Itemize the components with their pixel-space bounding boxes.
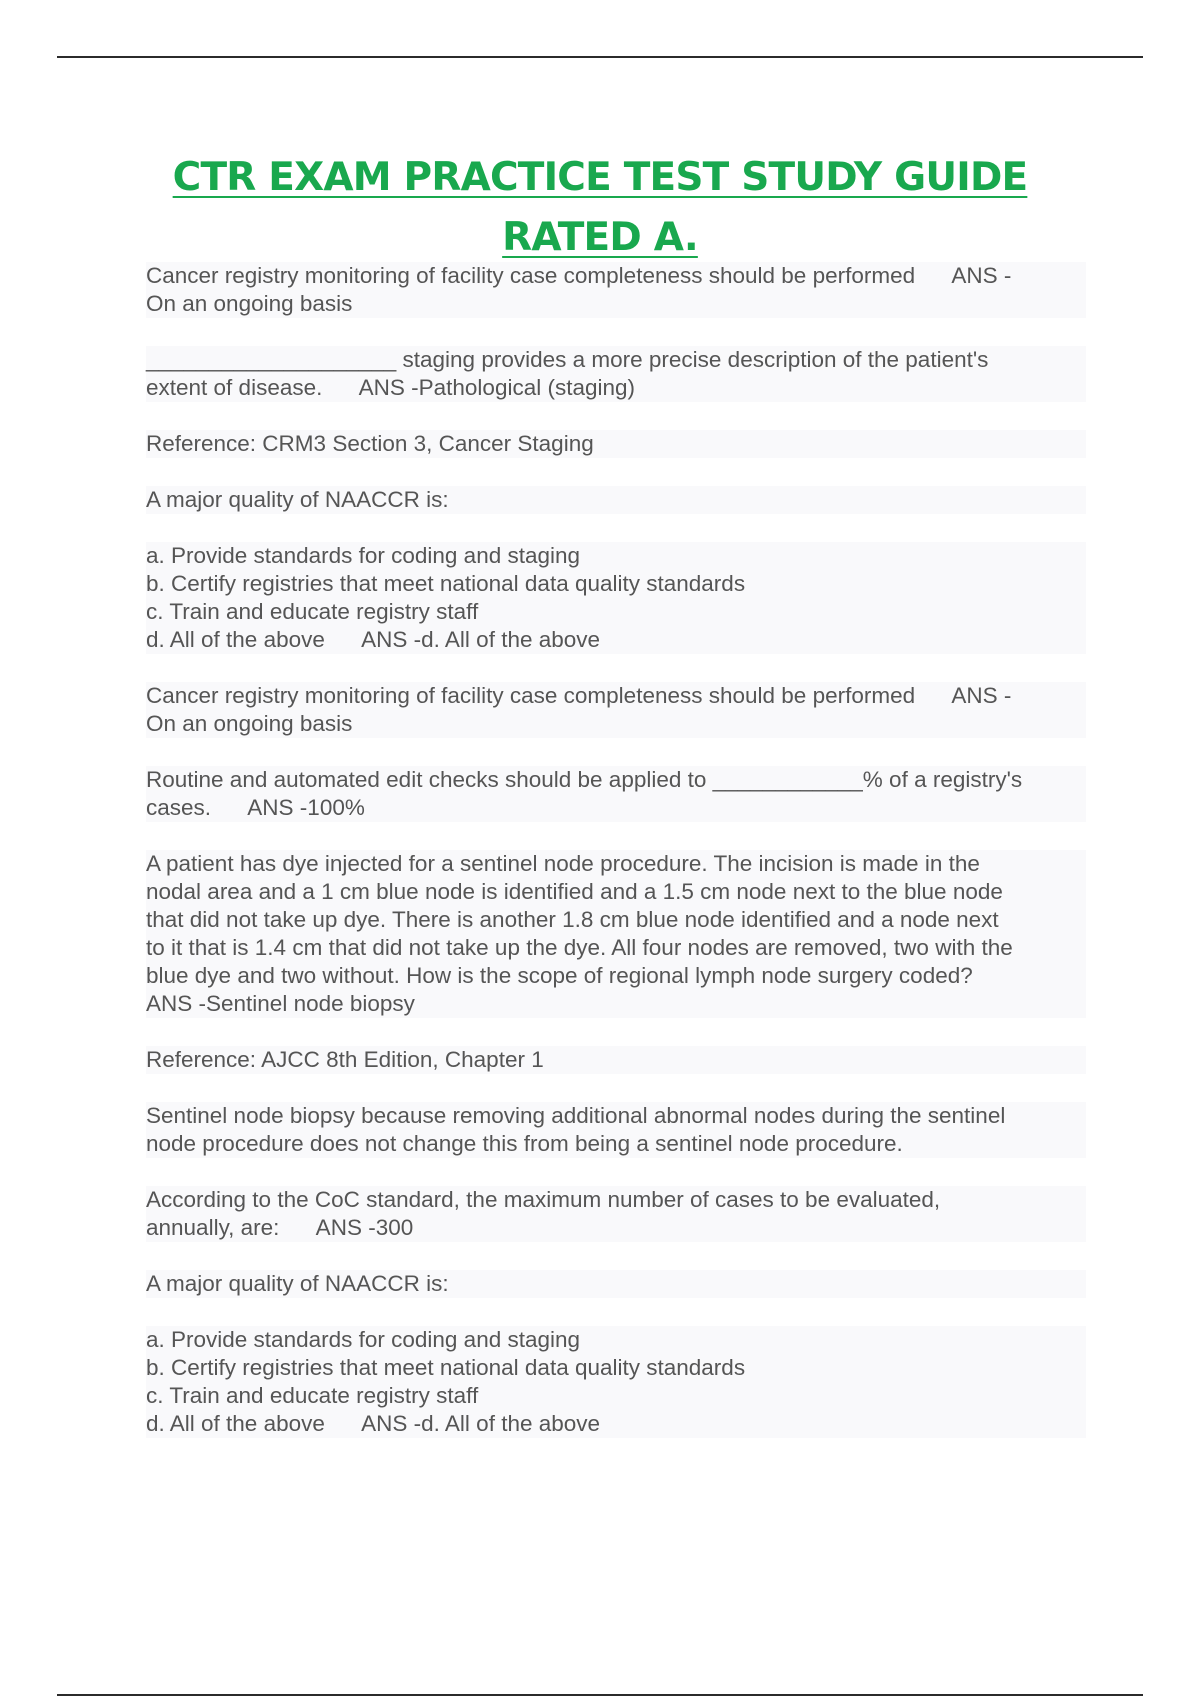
question-paragraph <box>146 542 1086 654</box>
text-line: b. Certify registries that meet national data quality standards <box>146 1355 746 1380</box>
text-line: to it that is 1.4 cm that did not take up the dye. All four nodes are removed, two with the <box>146 935 1013 960</box>
question-paragraph <box>146 1102 1086 1158</box>
text-line: ____________________ staging provides a more precise description of the patient's <box>146 347 989 372</box>
text-line: cases. ANS -100% <box>146 795 365 820</box>
question-list <box>146 262 1086 1466</box>
text-line: b. Certify registries that meet national data quality standards <box>146 571 746 596</box>
question-paragraph <box>146 766 1086 822</box>
text-line: Cancer registry monitoring of facility case completeness should be performed ANS - <box>146 263 1012 288</box>
question-paragraph <box>146 1326 1086 1438</box>
text-line: blue dye and two without. How is the scope of regional lymph node surgery coded? <box>146 963 973 988</box>
text-line: On an ongoing basis <box>146 711 353 736</box>
text-line: a. Provide standards for coding and staging <box>146 543 581 568</box>
text-line: Sentinel node biopsy because removing additional abnormal nodes during the sentinel <box>146 1103 1006 1128</box>
text-line: that did not take up dye. There is another 1.8 cm blue node identified and a node next <box>146 907 999 932</box>
text-line: c. Train and educate registry staff <box>146 1383 479 1408</box>
question-paragraph <box>146 682 1086 738</box>
document-title <box>0 148 1200 268</box>
text-line: Routine and automated edit checks should be applied to ____________% of a registry's <box>146 767 1023 792</box>
text-line: A major quality of NAACCR is: <box>146 1271 449 1296</box>
text-line: nodal area and a 1 cm blue node is identified and a 1.5 cm node next to the blue node <box>146 879 1003 904</box>
text-line: d. All of the above ANS -d. All of the above <box>146 627 601 652</box>
question-paragraph <box>146 850 1086 1018</box>
text-line: node procedure does not change this from being a sentinel node procedure. <box>146 1131 903 1156</box>
title-line-1: CTR EXAM PRACTICE TEST STUDY GUIDE <box>172 155 1028 200</box>
question-paragraph <box>146 1046 1086 1074</box>
question-paragraph <box>146 486 1086 514</box>
question-paragraph <box>146 346 1086 402</box>
text-line: annually, are: ANS -300 <box>146 1215 414 1240</box>
text-line: ANS -Sentinel node biopsy <box>146 991 415 1016</box>
text-line: extent of disease. ANS -Pathological (staging) <box>146 375 636 400</box>
footer-rule <box>57 1694 1143 1696</box>
text-line: A patient has dye injected for a sentinel node procedure. The incision is made in the <box>146 851 980 876</box>
question-paragraph <box>146 1270 1086 1298</box>
text-line: According to the CoC standard, the maximum number of cases to be evaluated, <box>146 1187 941 1212</box>
question-paragraph <box>146 430 1086 458</box>
text-line: On an ongoing basis <box>146 291 353 316</box>
text-line: Reference: CRM3 Section 3, Cancer Staging <box>146 431 594 456</box>
text-line: Cancer registry monitoring of facility case completeness should be performed ANS - <box>146 683 1012 708</box>
text-line: c. Train and educate registry staff <box>146 599 479 624</box>
text-line: A major quality of NAACCR is: <box>146 487 449 512</box>
question-paragraph <box>146 1186 1086 1242</box>
text-line: a. Provide standards for coding and staging <box>146 1327 581 1352</box>
title-line-2: RATED A. <box>502 215 698 260</box>
question-paragraph <box>146 262 1086 318</box>
text-line: Reference: AJCC 8th Edition, Chapter 1 <box>146 1047 544 1072</box>
header-rule <box>57 56 1143 58</box>
text-line: d. All of the above ANS -d. All of the above <box>146 1411 601 1436</box>
